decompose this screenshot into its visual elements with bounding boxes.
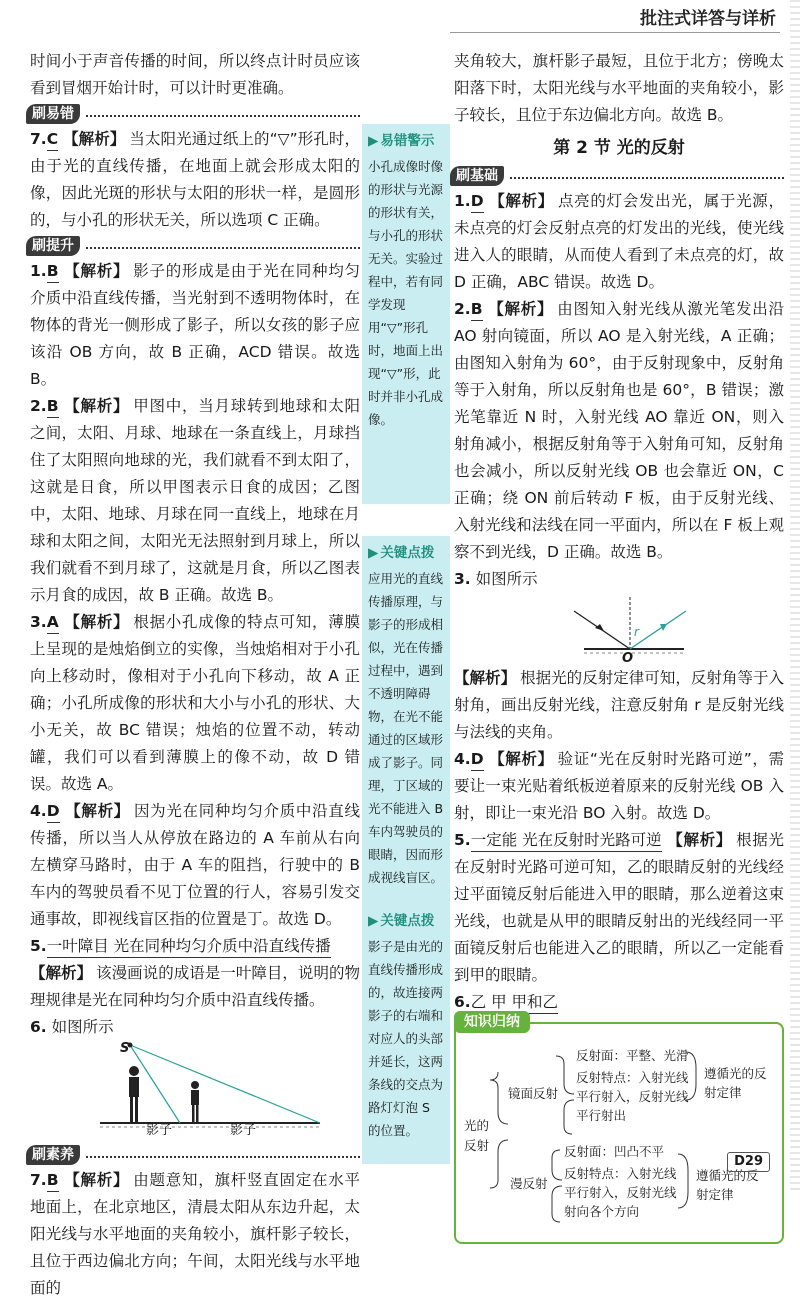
summary-branch-mirror: 镜面反射 [508,1086,559,1101]
summary-root: 光的反射 [464,1118,490,1153]
section-header-jichu [450,166,784,186]
dotted-rule [86,115,360,117]
question-3: 3.A 【解析】 根据小孔成像的特点可知，薄膜上呈现的是烛焰倒立的实像，当烛焰相对于小孔向上移动时，像相对于小孔向下移动，故 A 正确；小孔所成像的形状和大小与小孔的形状、大小无关，故 BC 错误；烛焰的位置不动，转动罐，我们可以看到薄膜上的像不动，故 D 错误。故选 A。 [30,613,360,793]
note-guanjian-1: ▶ 关键点拨 应用光的直线传播原理，与影子的形成相似，光在传播过程中，遇到不透明障碍物，在光不能通过的区域形成了影子。同理，丁区域的光不能进入 B 车内驾驶员的眼睛，因而形成视线盲区。 [362,536,450,906]
page-edge-stripe [790,0,800,1191]
shadow-label-1: 影子 [146,1123,173,1138]
note-arrow-icon: ▶ [368,545,379,561]
summary-title: 知识归纳 [454,1011,530,1033]
dotted-rule [86,1156,360,1158]
section-header-yicuo [26,104,360,124]
point-o-label: O [622,651,634,666]
dotted-rule [86,247,360,249]
continued-text: 夹角较大，旗杆影子最短，且位于北方；傍晚太阳落下时，太阳光线与水平地面的夹角较小，影子较长，且位于东边偏北方向。故选 B。 [454,52,784,124]
section-title: 第 2 节 光的反射 [553,138,685,158]
question-7b: 7.B 【解析】 由题意知，旗杆竖直固定在水平地面上，在北京地区，清晨太阳从东边升起，太阳光线与水平地面的夹角较小，旗杆影子较长，且位于西边偏北方向；午间，太阳光线与水平地面的 [30,1171,360,1297]
summary-b1-surface: 反射面：平整、光滑 [576,1048,689,1063]
r-question-2: 2.B 【解析】 由图知入射光线从激光笔发出沿 AO 射向镜面，所以 AO 是入射光线，A 正确；由图知入射角为 60°，由于反射现象中，反射角等于入射角，所以反射角也是 60°，B 错误；激光笔靠近 N 时，入射光线 AO 靠近 ON，则入射角减小，根据反射角等于入射角可知，反射角也会减小，所以反射光线 OB 也会靠近 ON，C 正确；绕 ON 前后转动 F 板，由于反射光线、入射光线和法线在同一平面内，所以在 F 板上观察不到光线，D 正确。故选 B。 [454,300,784,561]
shadow-label-2: 影子 [230,1123,257,1138]
shadow-figure [30,1041,360,1137]
summary-b2-surface: 反射面：凹凸不平 [564,1144,665,1159]
page-header: 批注式详答与详析 [640,9,776,29]
question-6: 6. 如图所示 [30,1018,114,1036]
point-s-label: S [120,1041,130,1056]
r-question-3: 3. 如图所示 [454,570,538,588]
dotted-rule [510,177,784,179]
question-2: 2.B 【解析】 甲图中，当月球转到地球和太阳之间，太阳、月球、地球在一条直线上，月球挡住了太阳照向地球的光，我们就看不到太阳了，这就是日食，所以甲图表示日食的成因；乙图中，太阳、地球、月球在同一直线上，地球在月球和太阳之间，太阳光无法照射到月球上，所以我们就看不到月球了，这就是月食，所以乙图表示月食的成因，故 B 正确。故选 B。 [30,397,360,604]
section-badge: 刷素养 [26,1145,80,1165]
reflection-diagram [454,593,784,665]
left-column [30,48,360,1302]
note-arrow-icon: ▶ [368,913,379,929]
section-header-tisheng [26,236,360,256]
knowledge-summary [454,1014,784,1244]
r-question-5: 5.一定能 光在反射时光路可逆 【解析】 根据光在反射时光路可逆可知，乙的眼睛反射的光线经过平面镜反射后能进入甲的眼睛，那么逆着这束光线，也就是从甲的眼睛反射出的光线经同一平面镜反射后也能进入乙的眼睛，所以乙一定能看到甲的眼睛。 [454,831,784,984]
section-badge: 刷提升 [26,236,80,256]
summary-b1-feature: 反射特点：入射光线平行射入，反射光线平行射出 [576,1070,689,1123]
streetlight-shadow-diagram [30,1041,360,1137]
section-badge: 刷易错 [26,104,80,124]
question-5: 5.一叶障目 光在同种均匀介质中沿直线传播 【解析】 该漫画说的成语是一叶障目，说明的物理规律是光在同种均匀介质中沿直线传播。 [30,937,360,1009]
intro-text: 时间小于声音传播的时间，所以终点计时员应该看到冒烟开始计时，可以计时更准确。 [30,52,360,97]
angle-r-label: r [634,625,639,639]
summary-b2-feature: 反射特点：入射光线平行射入，反射光线射向各个方向 [564,1166,677,1219]
notes-column [362,112,450,1171]
summary-b2-law: 遵循光的反射定律 [696,1168,759,1202]
header-rule [450,32,780,33]
r-question-4: 4.D 【解析】 验证“光在反射时光路可逆”，需要让一束光贴着纸板逆着原来的反射光线 OB 入射，即让一束光沿 BO 入射。故选 D。 [454,750,784,822]
section-badge: 刷基础 [450,166,504,186]
summary-branch-diffuse: 漫反射 [510,1176,548,1191]
question-4: 4.D 【解析】 因为光在同种均匀介质中沿直线传播，所以当人从停放在路边的 A 车前从右向左横穿马路时，由于 A 车的阻挡，行驶中的 B 车内的驾驶员看不见丁位置的行人，容易引发交通事故，即视线盲区指的位置是丁。故选 D。 [30,802,360,928]
reflection-figure [454,593,784,665]
r-question-6: 6.乙 甲 甲和乙 [454,989,784,1016]
note-arrow-icon: ▶ [368,133,379,149]
question-7a: 7.C 【解析】 当太阳光通过纸上的“▽”形孔时，由于光的直线传播，在地面上就会形成太阳的像，因此光斑的形状与太阳的形状一样，是圆形的，与小孔的形状无关，所以选项 C 正确。 [30,130,361,229]
note-guanjian-2: ▶ 关键点拨 影子是由光的直线传播形成的，故连接两影子的右端和对应人的头部并延长，这两条线的交点为路灯灯泡 S 的位置。 [362,904,450,1164]
note-yicuo: ▶ 易错警示 小孔成像时像的形状与光源的形状有关，与小孔的形状无关。实验过程中，若有同学发现用“▽”形孔时，地面上出现“▽”形，此时并非小孔成像。 [362,124,450,504]
section-header-suyang [26,1145,360,1165]
r-question-3-analysis: 【解析】 根据光的反射定律可知，反射角等于入射角，画出反射光线，注意反射角 r 是反射光线与法线的夹角。 [454,669,784,741]
summary-b1-law: 遵循光的反射定律 [704,1066,767,1100]
question-1: 1.B 【解析】 影子的形成是由于光在同种均匀介质中沿直线传播，当光射到不透明物体时，在物体的背光一侧形成了影子，所以女孩的影子应该沿 OB 方向，故 B 正确，ACD 错误。故选 B。 [30,262,360,388]
page-number: D29 [727,1152,770,1172]
right-column [454,48,784,1244]
r-question-1: 1.D 【解析】 点亮的灯会发出光，属于光源，未点亮的灯会反射点亮的灯发出的光线，使光线进入人的眼睛，从而使人看到了未点亮的灯，故 D 正确，ABC 错误。故选 D。 [454,192,784,291]
